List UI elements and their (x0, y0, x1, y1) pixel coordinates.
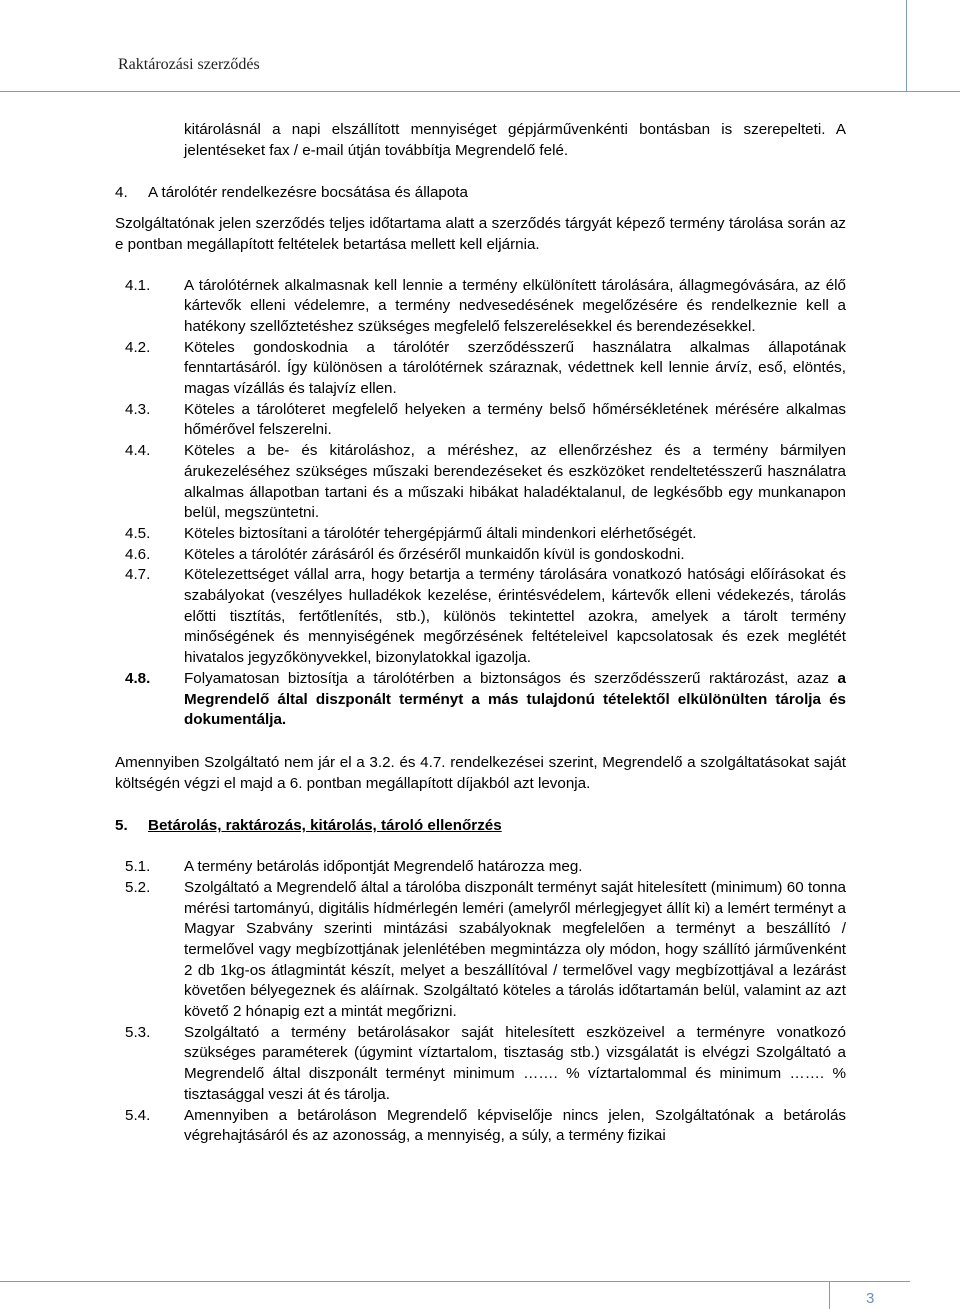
list-item (115, 441, 846, 524)
page-number: 3 (866, 1290, 875, 1307)
item-number: 4.1. (125, 276, 151, 294)
list-item (115, 338, 846, 400)
footer-rule (0, 1281, 829, 1282)
item-text: A termény betárolás időpontját Megrendelő határozza meg. (184, 858, 583, 876)
section-4-closing: Amennyiben Szolgáltató nem jár el a 3.2. és 4.7. rendelkezései szerint, Megrendelő a szolgáltatásokat saját költségén végzi el majd a 6. pontban megállapított díjakból azt levonja. (115, 753, 846, 792)
item-text: Köteles a tárolóteret megfelelő helyeken a termény belső hőmérsékletének mérésére alkalmas hőmérővel felszerelni. (184, 400, 846, 439)
item-number: 4.4. (125, 442, 151, 460)
item-text: Köteles biztosítani a tárolótér tehergépjármű általi mindenkori elérhetőségét. (184, 524, 697, 542)
item-text (184, 669, 846, 731)
running-header-title: Raktározási szerződés (118, 56, 260, 73)
item-text: A tárolótérnek alkalmasnak kell lennie a termény elkülönített tárolására, állagmegóvására, az élő kártevők elleni védelemre, a termény nedvesedésének megelőzésére és rendelkeznie kell a hatékony szellőztetéshez szükséges megfelelő felszerelésekkel és berendezésekkel. (184, 276, 846, 335)
item-number: 4.3. (125, 400, 151, 418)
section-title: A tárolótér rendelkezésre bocsátása és állapota (148, 184, 468, 202)
section-title: Betárolás, raktározás, kitárolás, tároló ellenőrzés (148, 817, 502, 835)
document-body (115, 120, 846, 1147)
item-text: Köteles a tárolótér zárásáról és őrzéséről munkaidőn kívül is gondoskodni. (184, 545, 685, 563)
item-number: 5.1. (125, 858, 151, 876)
section-4-heading (115, 183, 846, 204)
item-number: 5.2. (125, 878, 151, 896)
list-item-bold (115, 669, 846, 731)
item-text-bold: a Megrendelő által diszponált terményt a más tulajdonú tételektől elkülönülten tárolja és dokumentálja. (184, 669, 846, 729)
item-text: Köteles gondoskodnia a tárolótér szerződésszerű használatra alkalmas állapotának fenntartásáról. Így különösen a tárolótérnek száraznak, védettnek kell lennie árvíz, eső, elöntés, magas vízállás és talajvíz ellen. (184, 338, 846, 398)
list-item (115, 565, 846, 669)
item-number: 4.8. (125, 669, 151, 687)
item-number: 4.7. (125, 566, 151, 584)
item-text: Köteles a be- és kitároláshoz, a méréshez, az ellenőrzéshez és a termény bármilyen árukezeléséhez szükséges műszaki berendezéseket és eszközöket rendeltetésszerű használatra alkalmas állapotban tartani és a műszaki hibákat haladéktalanul, de legkésőbb egy munkanapon belül, megszüntetni. (184, 442, 846, 522)
item-number: 5.3. (125, 1023, 151, 1041)
item-number: 4.6. (125, 545, 151, 563)
item-text: Kötelezettséget vállal arra, hogy betartja a termény tárolására vonatkozó hatósági előírásokat és szabályokat (veszélyes hulladékok kezelése, érintésvédelem, kártevők elleni védekezés, tárolás előtti tisztítás, fertőtlenítés, stb.), különös tekintettel azokra, amelyek a tárolt termény minőségének és mennyiségének megőrzésének feltételeivel kapcsolatosak és ezek meglétét hivatalos jegyzőkönyvekkel, bizonylatokkal igazolja. (184, 566, 846, 667)
list-item (115, 1023, 846, 1106)
section-5-items (115, 857, 846, 1147)
item-text: Amennyiben a betároláson Megrendelő képviselője nincs jelen, Szolgáltatónak a betárolás végrehajtásáról és az azonosság, a mennyiség, a súly, a termény fizikai (184, 1106, 846, 1145)
item-number: 5.4. (125, 1106, 151, 1124)
section-number: 4. (115, 184, 128, 202)
item-text: Szolgáltató a termény betárolásakor saját hitelesített eszközeivel a terményre vonatkozó szükséges paraméterek (úgymint víztartalom, tisztaság stb.) vizsgálatát is elvégzi Szolgáltató a Megrendelő által diszponált terményt minimum ……. % víztartalommal és minimum ……. % tisztasággal veszi át és tárolja. (184, 1023, 846, 1103)
list-item (115, 857, 846, 878)
item-text: Szolgáltató a Megrendelő által a tárolóba diszponált terményt saját hitelesített (minimum) 60 tonna mérési tartományú, digitális hídmérlegén leméri (amelyről mérlegjegyet állít ki) a lemért terményt a Magyar Szabvány szerinti mintázási szabályoknak megfelelően a terményt a beszállító / termelővel vagy megbízottjának jelenlétében megmintázza oly módon, hogy szállító járművenként 2 db 1kg-os átlagmintát készít, melyet a beszállítóval / termelővel vagy megbízottjával a lezárást követően bélyegeznek és aláírnak. Szolgáltató köteles a tárolás időtartamán belül, valamint az azt követő 2 hónapig ezt a mintát megőrizni. (184, 878, 846, 1021)
list-item (115, 1106, 846, 1147)
section-4-items (115, 276, 846, 731)
list-item (115, 524, 846, 545)
list-item (115, 878, 846, 1023)
list-item (115, 276, 846, 338)
header-frame (0, 0, 907, 92)
section-5-heading (115, 816, 846, 837)
item-number: 4.2. (125, 338, 151, 356)
intro-paragraph: kitárolásnál a napi elszállított mennyiséget gépjárművenkénti bontásban is szerepelteti. A jelentéseket fax / e-mail útján továbbítja Megrendelő felé. (184, 121, 846, 159)
list-item (115, 400, 846, 441)
header-side-frame (907, 0, 960, 92)
section-number: 5. (115, 817, 128, 835)
item-text-regular: Folyamatosan biztosítja a tárolótérben a biztonságos és szerződésszerű raktározást, azaz (184, 669, 838, 687)
item-number: 4.5. (125, 524, 151, 542)
section-4-lead: Szolgáltatónak jelen szerződés teljes időtartama alatt a szerződés tárgyát képező termény tárolása során az e pontban megállapított feltételek betartása mellett kell eljárnia. (115, 215, 846, 253)
list-item (115, 545, 846, 566)
